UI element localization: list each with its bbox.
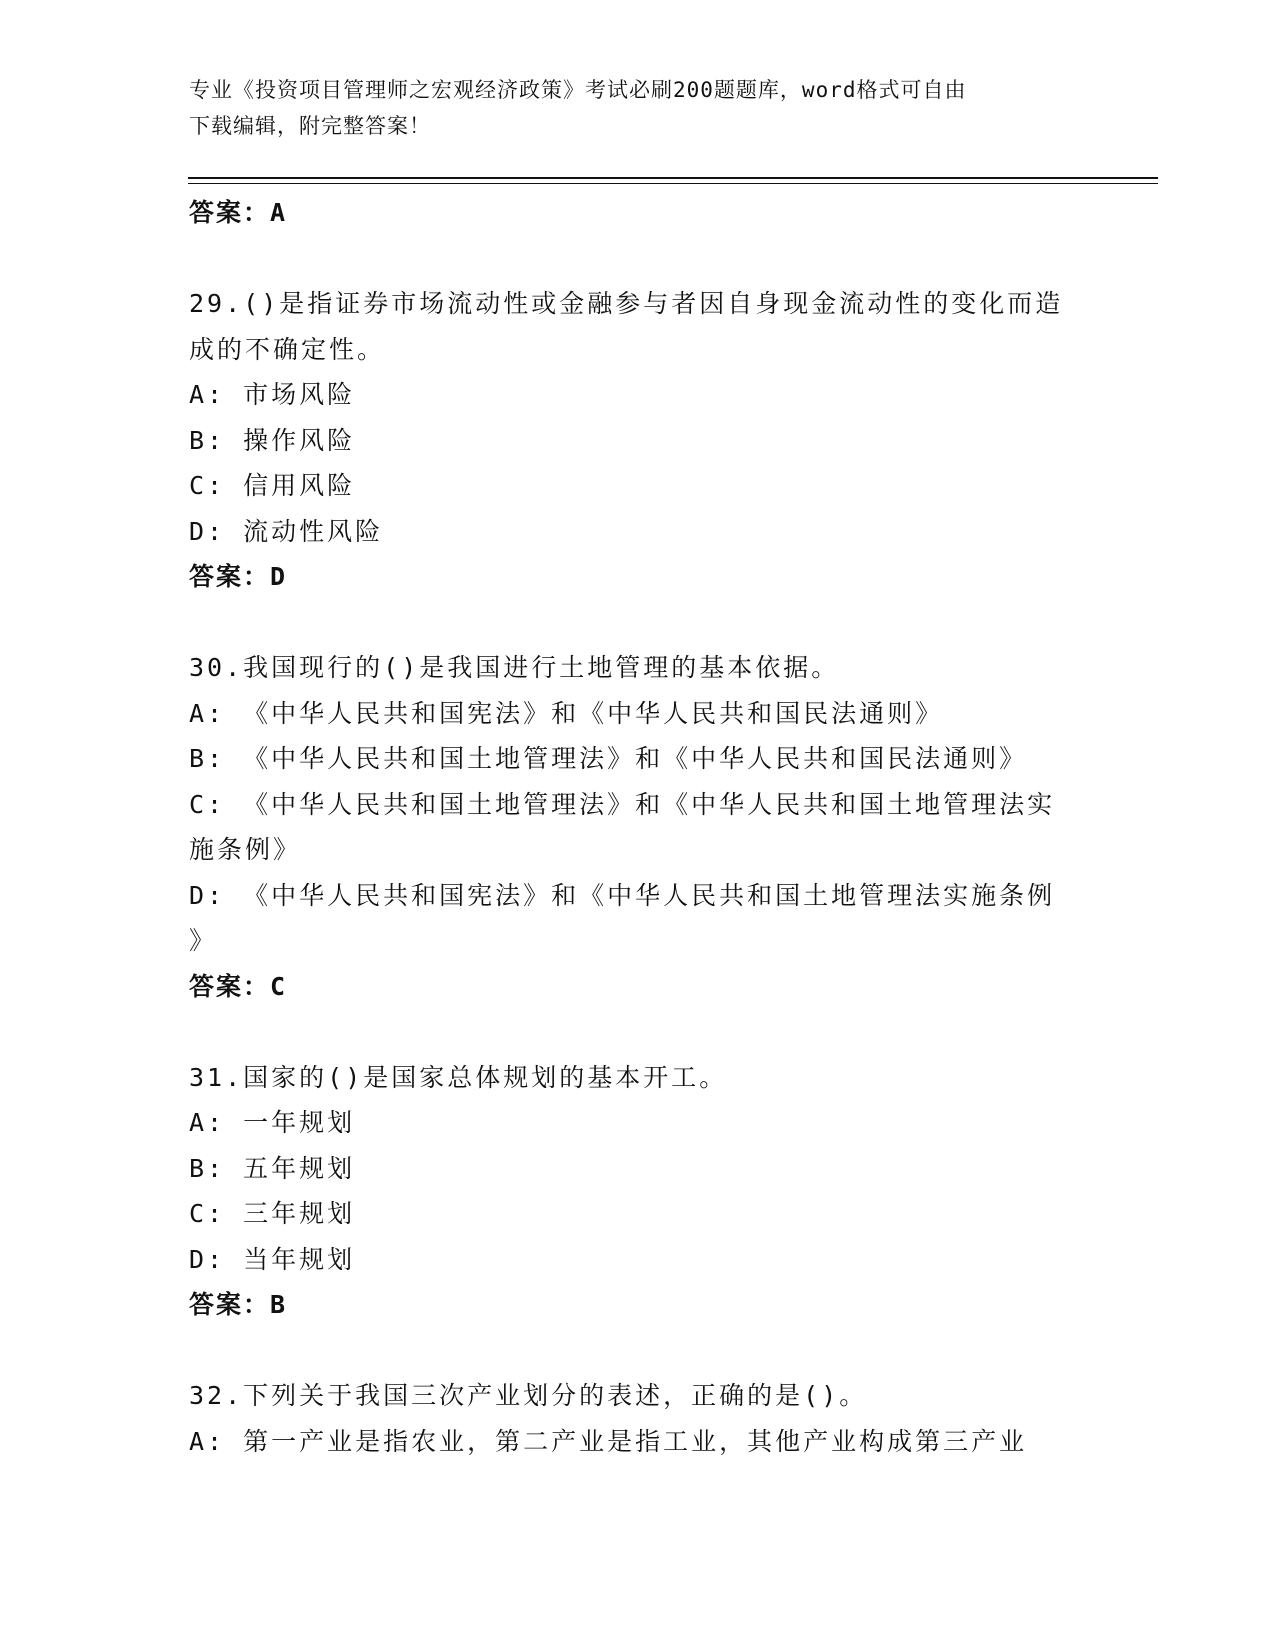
- question-stem-line: 32.下列关于我国三次产业划分的表述，正确的是()。: [189, 1381, 868, 1410]
- option-line: D: 当年规划: [189, 1244, 356, 1274]
- answer-prefix: 答案：: [189, 1290, 271, 1319]
- answer-line: [189, 554, 1089, 600]
- option-line: B: 《中华人民共和国土地管理法》和《中华人民共和国民法通则》: [189, 744, 1028, 773]
- header-rule-thin: [188, 183, 1158, 184]
- option-line: A: 市场风险: [189, 380, 356, 409]
- option-line: D: 《中华人民共和国宪法》和《中华人民共和国土地管理法实施条例: [189, 880, 1056, 910]
- answer-value: A: [270, 198, 288, 227]
- question-block: [189, 645, 1089, 1009]
- document-header: [189, 72, 1089, 144]
- answer-value: D: [270, 562, 288, 591]
- question-gap: [189, 1009, 1089, 1055]
- option-line: C: 《中华人民共和国土地管理法》和《中华人民共和国土地管理法实: [189, 789, 1056, 819]
- question-stem-line: 29.()是指证券市场流动性或金融参与者因自身现金流动性的变化而造: [189, 289, 1064, 318]
- answer-line: [189, 1282, 1089, 1328]
- header-line-2: 下载编辑，附完整答案！: [189, 114, 431, 138]
- question-block: [189, 281, 1089, 600]
- option-line: 》: [189, 926, 218, 955]
- option-line: B: 五年规划: [189, 1153, 356, 1183]
- header-rule-thick: [188, 177, 1158, 179]
- question-gap: [189, 600, 1089, 646]
- option-line: A: 《中华人民共和国宪法》和《中华人民共和国民法通则》: [189, 698, 944, 728]
- option-line: C: 信用风险: [189, 471, 356, 500]
- answer-prefix: 答案：: [189, 562, 271, 591]
- first-answer-line: [189, 190, 1089, 236]
- question-gap: [189, 236, 1089, 282]
- answer-line: [189, 964, 1089, 1010]
- answer-value: C: [270, 971, 288, 1001]
- option-line: 施条例》: [189, 835, 302, 864]
- header-line-1: 专业《投资项目管理师之宏观经济政策》考试必刷200题题库，word格式可自由: [189, 78, 967, 102]
- question-stem-line: 31.国家的()是国家总体规划的基本开工。: [189, 1062, 728, 1092]
- question-block: [189, 1373, 1089, 1464]
- question-gap: [189, 1328, 1089, 1374]
- question-stem-line: 30.我国现行的()是我国进行土地管理的基本依据。: [189, 653, 840, 682]
- option-line: C: 三年规划: [189, 1199, 356, 1228]
- question-stem-line: 成的不确定性。: [189, 334, 386, 364]
- option-line: D: 流动性风险: [189, 516, 384, 546]
- answer-prefix: 答案：: [189, 971, 271, 1001]
- question-block: [189, 1055, 1089, 1328]
- answer-value: B: [270, 1290, 288, 1319]
- option-line: A: 第一产业是指农业，第二产业是指工业，其他产业构成第三产业: [189, 1426, 1028, 1456]
- option-line: B: 操作风险: [189, 425, 356, 455]
- answer-prefix: 答案：: [189, 198, 271, 227]
- question-list: [189, 190, 1089, 1464]
- option-line: A: 一年规划: [189, 1108, 356, 1137]
